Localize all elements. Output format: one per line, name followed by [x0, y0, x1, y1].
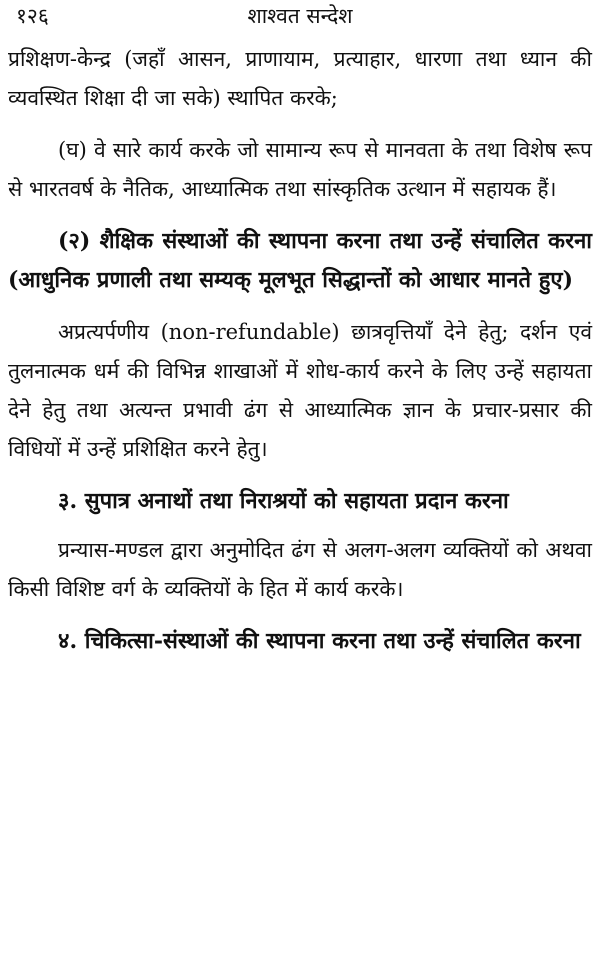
page-header [8, 0, 592, 40]
heading-medical-institutions: ४. चिकित्सा-संस्थाओं की स्थापना करना तथा उन्हें संचालित करना [58, 628, 581, 654]
paragraph-trust-approval: प्रन्यास-मण्डल द्वारा अनुमोदित ढंग से अलग-अलग व्यक्तियों को अथवा किसी विशिष्ट वर्ग के व्यक्तियों के हित में कार्य करके। [8, 538, 592, 601]
paragraph-training-centre: प्रशिक्षण-केन्द्र (जहाँ आसन, प्राणायाम, प्रत्याहार, धारणा तथा ध्यान की व्यवस्थित शिक्षा दी जा सके) स्थापित करके; [8, 47, 592, 110]
page-body [8, 40, 592, 661]
paragraph-national-upliftment: (घ) वे सारे कार्य करके जो सामान्य रूप से मानवता के तथा विशेष रूप से भारतवर्ष के नैतिक, आध्यात्मिक तथा सांस्कृतिक उत्थान में सहायक हैं। [8, 138, 592, 201]
page-number: १२६ [16, 4, 49, 28]
heading-orphan-assistance: ३. सुपात्र अनाथों तथा निराश्रयों को सहायता प्रदान करना [58, 488, 509, 514]
paragraph-scholarships: अप्रत्यर्पणीय (non-refundable) छात्रवृत्तियाँ देने हेतु; दर्शन एवं तुलनात्मक धर्म की विभिन्न शाखाओं में शोध-कार्य करने के लिए उन्हें सहायता देने हेतु तथा अत्यन्त प्रभावी ढंग से आध्यात्मिक ज्ञान के प्रचार-प्रसार की विधियों में उन्हें प्रशिक्षित करने हेतु। [8, 320, 592, 461]
heading-educational-institutions: (२) शैक्षिक संस्थाओं की स्थापना करना तथा उन्हें संचालित करना (आधुनिक प्रणाली तथा सम्यक् मूलभूत सिद्धान्तों को आधार मानते हुए) [8, 228, 592, 293]
running-title: शाश्वत सन्देश [247, 4, 353, 28]
